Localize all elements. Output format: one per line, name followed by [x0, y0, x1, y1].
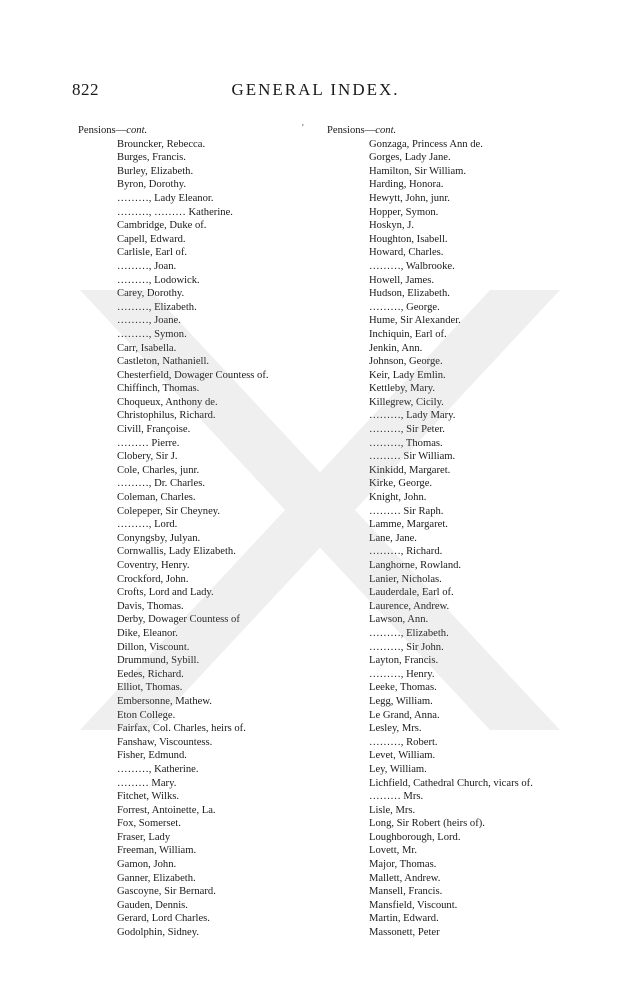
right-heading-text: Pensions: [327, 125, 365, 136]
index-entry: Leeke, Thomas.: [369, 682, 437, 694]
running-title: GENERAL INDEX.: [231, 80, 400, 99]
index-entry: Capell, Edward.: [117, 233, 186, 245]
index-entry: Carr, Isabella.: [117, 342, 177, 354]
index-entry: Fanshaw, Viscountess.: [117, 736, 213, 748]
index-entry: ……… Pierre.: [117, 437, 180, 449]
right-column-heading: Pensions—cont.: [327, 125, 397, 136]
index-entry: Mansell, Francis.: [369, 886, 443, 898]
index-entry: Lauderdale, Earl of.: [369, 587, 454, 599]
index-entry: Hewytt, John, junr.: [369, 192, 450, 204]
index-entry: Kirke, George.: [369, 478, 433, 490]
index-entry: ……… Mary.: [117, 777, 177, 789]
index-entry: ………, Joan.: [117, 260, 177, 272]
index-entry: Conyngsby, Julyan.: [117, 532, 201, 544]
index-entry: Carey, Dorothy.: [117, 288, 185, 300]
index-entry: Hume, Sir Alexander.: [369, 315, 461, 327]
index-entry: Laurence, Andrew.: [369, 600, 450, 612]
index-entry: ………, Thomas.: [369, 437, 443, 449]
index-entry: Fitchet, Wilks.: [117, 791, 180, 803]
right-heading-suffix: cont.: [375, 125, 397, 136]
index-entry: ………, ……… Katherine.: [117, 206, 233, 218]
index-entry: Kinkidd, Margaret.: [369, 464, 451, 476]
index-entry: Fraser, Lady: [117, 831, 171, 843]
index-entry: Cole, Charles, junr.: [117, 464, 200, 476]
index-entry: ………, Lord.: [117, 519, 178, 531]
index-entry: Crockford, John.: [117, 573, 189, 585]
index-entry: Dike, Eleanor.: [117, 627, 178, 639]
index-entry: Howard, Charles.: [369, 247, 444, 259]
left-entry-list: [78, 138, 303, 940]
index-entry: ………, Henry.: [369, 668, 435, 680]
index-entry: Long, Sir Robert (heirs of).: [369, 818, 485, 830]
index-entry: Lane, Jane.: [369, 532, 417, 544]
index-entry: Dillon, Viscount.: [117, 641, 190, 653]
index-entry: Crofts, Lord and Lady.: [117, 587, 214, 599]
index-entry: Layton, Francis.: [369, 655, 439, 667]
index-entry: Carlisle, Earl of.: [117, 247, 188, 259]
index-entry: Davis, Thomas.: [117, 600, 184, 612]
index-entry: Lawson, Ann.: [369, 614, 429, 626]
index-entry: ………, Katherine.: [117, 763, 199, 775]
column-rule-mark: ': [302, 123, 304, 134]
index-entry: Lesley, Mrs.: [369, 723, 422, 735]
index-entry: Christophilus, Richard.: [117, 410, 216, 422]
index-entry: Byron, Dorothy.: [117, 179, 187, 191]
index-entry: Embersonne, Mathew.: [117, 695, 212, 707]
index-entry: Howell, James.: [369, 274, 435, 286]
index-entry: Lisle, Mrs.: [369, 804, 416, 816]
index-entry: Levet, William.: [369, 750, 436, 762]
index-entry: Civill, Françoise.: [117, 424, 191, 436]
index-entry: Eedes, Richard.: [117, 668, 184, 680]
index-entry: ………, Joane.: [117, 315, 181, 327]
index-entry: Mansfield, Viscount.: [369, 899, 458, 911]
index-entry: Godolphin, Sidney.: [117, 927, 200, 939]
index-entry: Harding, Honora.: [369, 179, 444, 191]
index-entry: Burley, Elizabeth.: [117, 165, 194, 177]
index-entry: Lamme, Margaret.: [369, 519, 448, 531]
index-entry: Hudson, Elizabeth.: [369, 288, 450, 300]
right-entry-list: [327, 138, 567, 940]
index-entry: Clobery, Sir J.: [117, 451, 178, 463]
index-entry: Elliot, Thomas.: [117, 682, 183, 694]
index-entry: Jenkin, Ann.: [369, 342, 423, 354]
index-entry: Major, Thomas.: [369, 859, 437, 871]
index-entry: ………, Elizabeth.: [117, 301, 197, 313]
index-entry: Keir, Lady Emlin.: [369, 369, 446, 381]
index-entry: Eton College.: [117, 709, 176, 721]
index-entry: Gauden, Dennis.: [117, 899, 188, 911]
index-entry: Martin, Edward.: [369, 913, 439, 925]
index-entry: ……… Mrs.: [369, 791, 424, 803]
index-entry: Inchiquin, Earl of.: [369, 328, 447, 340]
index-entry: ………, Symon.: [117, 328, 187, 340]
left-heading-suffix: cont.: [126, 125, 148, 136]
index-entry: Chesterfield, Dowager Countess of.: [117, 369, 269, 381]
index-entry: Choqueux, Anthony de.: [117, 396, 218, 408]
index-entry: Burges, Francis.: [117, 152, 186, 164]
index-entry: Gonzaga, Princess Ann de.: [369, 138, 483, 150]
index-entry: Derby, Dowager Countess of: [117, 614, 240, 626]
index-entry: Johnson, George.: [369, 356, 443, 368]
page-number: 822: [72, 80, 99, 99]
index-entry: Coleman, Charles.: [117, 492, 196, 504]
index-entry: Fisher, Edmund.: [117, 750, 187, 762]
index-entry: Le Grand, Anna.: [369, 709, 440, 721]
right-column: [327, 124, 567, 940]
index-entry: ………, Lodowick.: [117, 274, 200, 286]
index-entry: Hopper, Symon.: [369, 206, 439, 218]
index-entry: Colepeper, Sir Cheyney.: [117, 505, 221, 517]
index-entry: Mallett, Andrew.: [369, 872, 441, 884]
index-entry: ……… Sir Raph.: [369, 505, 444, 517]
index-entry: ………, George.: [369, 301, 440, 313]
index-entry: Lichfield, Cathedral Church, vicars of.: [369, 777, 533, 789]
index-entry: Cambridge, Duke of.: [117, 220, 207, 232]
index-entry: Loughborough, Lord.: [369, 831, 461, 843]
index-entry: Gamon, John.: [117, 859, 177, 871]
index-entry: Lanier, Nicholas.: [369, 573, 442, 585]
index-entry: Massonett, Peter: [369, 927, 440, 939]
index-entry: Kettleby, Mary.: [369, 383, 435, 395]
index-entry: ………, Sir Peter.: [369, 424, 445, 436]
index-entry: Ley, William.: [369, 763, 427, 775]
index-entry: Fox, Somerset.: [117, 818, 181, 830]
left-column-heading: Pensions—cont.: [78, 125, 148, 136]
index-entry: ………, Robert.: [369, 736, 438, 748]
index-entry: Forrest, Antoinette, La.: [117, 804, 216, 816]
index-entry: Legg, William.: [369, 695, 433, 707]
index-entry: Brouncker, Rebecca.: [117, 138, 206, 150]
index-entry: Gorges, Lady Jane.: [369, 152, 451, 164]
index-entry: Fairfax, Col. Charles, heirs of.: [117, 723, 246, 735]
index-entry: ………, Richard.: [369, 546, 443, 558]
index-entry: ………, Sir John.: [369, 641, 444, 653]
index-entry: Knight, John.: [369, 492, 427, 504]
index-entry: Ganner, Elizabeth.: [117, 872, 196, 884]
index-entry: Houghton, Isabell.: [369, 233, 448, 245]
index-entry: Hamilton, Sir William.: [369, 165, 467, 177]
index-entry: Drummund, Sybill.: [117, 655, 200, 667]
index-entry: Castleton, Nathaniell.: [117, 356, 210, 368]
index-entry: ………, Elizabeth.: [369, 627, 449, 639]
index-entry: ………, Lady Eleanor.: [117, 192, 214, 204]
index-entry: ………, Lady Mary.: [369, 410, 456, 422]
index-entry: ………, Dr. Charles.: [117, 478, 205, 490]
index-entry: ………, Walbrooke.: [369, 260, 455, 272]
index-entry: Killegrew, Cicily.: [369, 396, 444, 408]
index-entry: Cornwallis, Lady Elizabeth.: [117, 546, 236, 558]
index-entry: Chiffinch, Thomas.: [117, 383, 200, 395]
left-heading-text: Pensions: [78, 125, 116, 136]
index-entry: Gascoyne, Sir Bernard.: [117, 886, 216, 898]
index-entry: ……… Sir William.: [369, 451, 456, 463]
index-entry: Freeman, William.: [117, 845, 197, 857]
left-column: [78, 124, 303, 940]
index-entry: Lovett, Mr.: [369, 845, 417, 857]
index-entry: Hoskyn, J.: [369, 220, 415, 232]
index-entry: Coventry, Henry.: [117, 560, 190, 571]
index-entry: Gerard, Lord Charles.: [117, 913, 210, 925]
index-entry: Langhorne, Rowland.: [369, 560, 462, 571]
